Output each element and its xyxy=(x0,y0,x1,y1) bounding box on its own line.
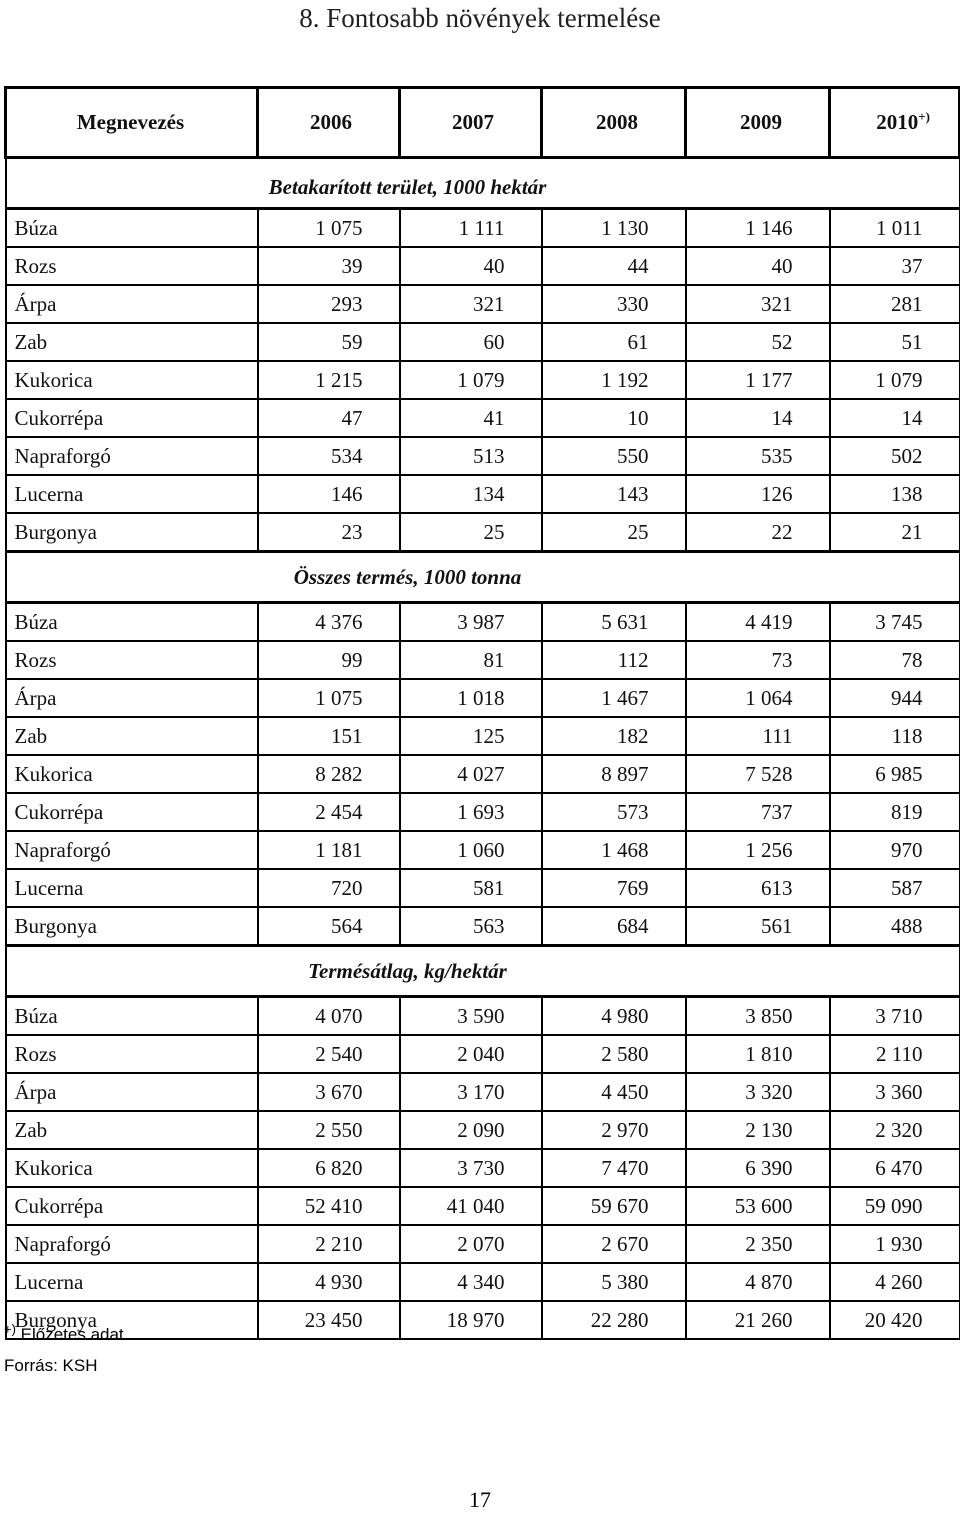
table-cell: 2 090 xyxy=(400,1111,542,1149)
crop-name: Cukorrépa xyxy=(6,399,258,437)
table-cell: 21 xyxy=(830,513,960,552)
crop-name: Búza xyxy=(6,997,258,1036)
table-cell: 1 177 xyxy=(686,361,830,399)
header-year-preliminary xyxy=(830,88,960,158)
source-note: Forrás: KSH xyxy=(4,1356,98,1375)
crop-name: Búza xyxy=(6,209,258,248)
table-cell: 4 340 xyxy=(400,1263,542,1301)
crop-name: Árpa xyxy=(6,1073,258,1111)
table-cell: 40 xyxy=(686,247,830,285)
table-cell: 44 xyxy=(542,247,686,285)
crop-name: Búza xyxy=(6,603,258,642)
table-cell: 488 xyxy=(830,907,960,946)
table-row xyxy=(6,1263,960,1301)
page-title: 8. Fontosabb növények termelése xyxy=(299,3,661,33)
table-cell: 3 590 xyxy=(400,997,542,1036)
table-cell: 18 970 xyxy=(400,1301,542,1339)
table-row xyxy=(6,513,960,552)
table-row xyxy=(6,399,960,437)
table-cell: 134 xyxy=(400,475,542,513)
table-cell: 1 018 xyxy=(400,679,542,717)
crop-name: Lucerna xyxy=(6,475,258,513)
table-cell: 6 985 xyxy=(830,755,960,793)
table-cell: 1 192 xyxy=(542,361,686,399)
header-year: 2009 xyxy=(686,88,830,158)
crop-name: Árpa xyxy=(6,679,258,717)
table-cell: 4 027 xyxy=(400,755,542,793)
table-cell: 581 xyxy=(400,869,542,907)
table-cell: 61 xyxy=(542,323,686,361)
table-cell: 59 090 xyxy=(830,1187,960,1225)
crop-name: Lucerna xyxy=(6,1263,258,1301)
table-cell: 684 xyxy=(542,907,686,946)
page-number: 17 xyxy=(469,1487,491,1512)
table-cell: 4 450 xyxy=(542,1073,686,1111)
table-cell: 3 170 xyxy=(400,1073,542,1111)
table-cell: 2 550 xyxy=(258,1111,400,1149)
table-cell: 52 xyxy=(686,323,830,361)
table-cell: 3 745 xyxy=(830,603,960,642)
table-cell: 2 670 xyxy=(542,1225,686,1263)
crop-name: Zab xyxy=(6,717,258,755)
table-cell: 182 xyxy=(542,717,686,755)
table-cell: 4 980 xyxy=(542,997,686,1036)
table-cell: 573 xyxy=(542,793,686,831)
table-row xyxy=(6,755,960,793)
table-cell: 41 xyxy=(400,399,542,437)
crop-name: Cukorrépa xyxy=(6,1187,258,1225)
footnote xyxy=(4,1321,129,1346)
table-cell: 59 670 xyxy=(542,1187,686,1225)
table-cell: 293 xyxy=(258,285,400,323)
table-cell: 20 420 xyxy=(830,1301,960,1339)
table-row xyxy=(6,603,960,642)
table-row xyxy=(6,907,960,946)
table-cell: 118 xyxy=(830,717,960,755)
table-cell: 151 xyxy=(258,717,400,755)
table-cell: 2 110 xyxy=(830,1035,960,1073)
crop-name: Rozs xyxy=(6,641,258,679)
table-cell: 8 282 xyxy=(258,755,400,793)
table-cell: 502 xyxy=(830,437,960,475)
table-cell: 14 xyxy=(830,399,960,437)
table-cell: 53 600 xyxy=(686,1187,830,1225)
table-cell: 78 xyxy=(830,641,960,679)
table-cell: 40 xyxy=(400,247,542,285)
table-cell: 8 897 xyxy=(542,755,686,793)
footnote-text: Előzetes adat. xyxy=(15,1325,129,1344)
header-year: 2008 xyxy=(542,88,686,158)
table-cell: 1 467 xyxy=(542,679,686,717)
table-row xyxy=(6,679,960,717)
table-row xyxy=(6,1225,960,1263)
table-cell: 111 xyxy=(686,717,830,755)
table-cell: 330 xyxy=(542,285,686,323)
table-cell: 321 xyxy=(686,285,830,323)
table-cell: 2 580 xyxy=(542,1035,686,1073)
table-cell: 23 xyxy=(258,513,400,552)
table-cell: 39 xyxy=(258,247,400,285)
table-cell: 5 380 xyxy=(542,1263,686,1301)
table-cell: 3 710 xyxy=(830,997,960,1036)
table-cell: 769 xyxy=(542,869,686,907)
crop-name: Cukorrépa xyxy=(6,793,258,831)
preliminary-mark: +) xyxy=(918,109,930,124)
table-cell: 51 xyxy=(830,323,960,361)
table-cell: 2 970 xyxy=(542,1111,686,1149)
table-cell: 25 xyxy=(400,513,542,552)
table-cell: 22 280 xyxy=(542,1301,686,1339)
table-cell: 970 xyxy=(830,831,960,869)
section-title: Betakarított terület, 1000 hektár xyxy=(6,158,960,209)
table-row xyxy=(6,793,960,831)
table-cell: 25 xyxy=(542,513,686,552)
table-cell: 5 631 xyxy=(542,603,686,642)
table-cell: 563 xyxy=(400,907,542,946)
table-cell: 4 070 xyxy=(258,997,400,1036)
table-cell: 1 693 xyxy=(400,793,542,831)
table-cell: 1 930 xyxy=(830,1225,960,1263)
header-name: Megnevezés xyxy=(6,88,258,158)
table-row xyxy=(6,209,960,248)
table-cell: 3 320 xyxy=(686,1073,830,1111)
table-row xyxy=(6,641,960,679)
table-cell: 1 060 xyxy=(400,831,542,869)
table-cell: 1 011 xyxy=(830,209,960,248)
table-row xyxy=(6,1111,960,1149)
production-table xyxy=(4,86,960,1340)
table-cell: 22 xyxy=(686,513,830,552)
table-row xyxy=(6,323,960,361)
table-cell: 561 xyxy=(686,907,830,946)
table-row xyxy=(6,247,960,285)
table-cell: 4 260 xyxy=(830,1263,960,1301)
table-cell: 7 470 xyxy=(542,1149,686,1187)
table-cell: 1 064 xyxy=(686,679,830,717)
table-cell: 564 xyxy=(258,907,400,946)
table-cell: 1 468 xyxy=(542,831,686,869)
table-row xyxy=(6,475,960,513)
table-cell: 587 xyxy=(830,869,960,907)
header-year-label: 2010 xyxy=(876,110,919,134)
crop-name: Kukorica xyxy=(6,1149,258,1187)
table-row xyxy=(6,361,960,399)
section-header-row xyxy=(6,158,960,209)
section-header-row xyxy=(6,946,960,997)
table-cell: 3 360 xyxy=(830,1073,960,1111)
section-title: Termésátlag, kg/hektár xyxy=(6,946,960,997)
table-cell: 1 079 xyxy=(400,361,542,399)
section-title: Összes termés, 1000 tonna xyxy=(6,552,960,603)
table-cell: 41 040 xyxy=(400,1187,542,1225)
crop-name: Rozs xyxy=(6,1035,258,1073)
table-row xyxy=(6,997,960,1036)
table-cell: 737 xyxy=(686,793,830,831)
crop-name: Rozs xyxy=(6,247,258,285)
table-cell: 125 xyxy=(400,717,542,755)
table-cell: 99 xyxy=(258,641,400,679)
crop-name: Burgonya xyxy=(6,1301,258,1339)
table-cell: 613 xyxy=(686,869,830,907)
table-cell: 4 419 xyxy=(686,603,830,642)
table-cell: 720 xyxy=(258,869,400,907)
table-cell: 819 xyxy=(830,793,960,831)
crop-name: Zab xyxy=(6,323,258,361)
table-cell: 112 xyxy=(542,641,686,679)
table-row xyxy=(6,1073,960,1111)
table-cell: 2 320 xyxy=(830,1111,960,1149)
table-cell: 6 390 xyxy=(686,1149,830,1187)
crop-name: Kukorica xyxy=(6,755,258,793)
crop-name: Napraforgó xyxy=(6,1225,258,1263)
table-cell: 3 850 xyxy=(686,997,830,1036)
table-cell: 1 181 xyxy=(258,831,400,869)
table-cell: 1 075 xyxy=(258,209,400,248)
table-cell: 2 540 xyxy=(258,1035,400,1073)
table-cell: 47 xyxy=(258,399,400,437)
table-cell: 1 130 xyxy=(542,209,686,248)
table-row xyxy=(6,1187,960,1225)
table-cell: 52 410 xyxy=(258,1187,400,1225)
crop-name: Lucerna xyxy=(6,869,258,907)
table-cell: 3 670 xyxy=(258,1073,400,1111)
table-cell: 2 350 xyxy=(686,1225,830,1263)
table-cell: 3 987 xyxy=(400,603,542,642)
table-cell: 2 210 xyxy=(258,1225,400,1263)
table-body xyxy=(6,158,960,1340)
table-cell: 321 xyxy=(400,285,542,323)
table-cell: 37 xyxy=(830,247,960,285)
table-cell: 2 454 xyxy=(258,793,400,831)
table-cell: 60 xyxy=(400,323,542,361)
table-cell: 6 470 xyxy=(830,1149,960,1187)
footnote-mark: +) xyxy=(4,1321,16,1337)
table-row xyxy=(6,437,960,475)
table-cell: 59 xyxy=(258,323,400,361)
table-cell: 534 xyxy=(258,437,400,475)
table-row xyxy=(6,1149,960,1187)
table-cell: 1 146 xyxy=(686,209,830,248)
header-row xyxy=(6,88,960,158)
table-cell: 73 xyxy=(686,641,830,679)
table-cell: 138 xyxy=(830,475,960,513)
table-cell: 81 xyxy=(400,641,542,679)
table-row xyxy=(6,285,960,323)
table-cell: 2 130 xyxy=(686,1111,830,1149)
crop-name: Burgonya xyxy=(6,907,258,946)
crop-name: Kukorica xyxy=(6,361,258,399)
header-year: 2007 xyxy=(400,88,542,158)
table-cell: 1 075 xyxy=(258,679,400,717)
table-cell: 21 260 xyxy=(686,1301,830,1339)
table-cell: 513 xyxy=(400,437,542,475)
table-row xyxy=(6,717,960,755)
table-row xyxy=(6,831,960,869)
table-cell: 14 xyxy=(686,399,830,437)
table-cell: 1 256 xyxy=(686,831,830,869)
table-cell: 281 xyxy=(830,285,960,323)
table-cell: 126 xyxy=(686,475,830,513)
table-cell: 6 820 xyxy=(258,1149,400,1187)
table-cell: 550 xyxy=(542,437,686,475)
table-cell: 4 376 xyxy=(258,603,400,642)
table-cell: 23 450 xyxy=(258,1301,400,1339)
crop-name: Burgonya xyxy=(6,513,258,552)
table-cell: 146 xyxy=(258,475,400,513)
table-cell: 10 xyxy=(542,399,686,437)
crop-name: Napraforgó xyxy=(6,831,258,869)
table-cell: 4 870 xyxy=(686,1263,830,1301)
crop-name: Zab xyxy=(6,1111,258,1149)
table-cell: 3 730 xyxy=(400,1149,542,1187)
table-cell: 944 xyxy=(830,679,960,717)
crop-name: Árpa xyxy=(6,285,258,323)
table-cell: 1 810 xyxy=(686,1035,830,1073)
table-row xyxy=(6,869,960,907)
table-row xyxy=(6,1035,960,1073)
table-cell: 4 930 xyxy=(258,1263,400,1301)
section-header-row xyxy=(6,552,960,603)
table-cell: 1 111 xyxy=(400,209,542,248)
header-year: 2006 xyxy=(258,88,400,158)
table-row xyxy=(6,1301,960,1339)
table-cell: 1 215 xyxy=(258,361,400,399)
table-cell: 535 xyxy=(686,437,830,475)
table-cell: 7 528 xyxy=(686,755,830,793)
table-cell: 2 070 xyxy=(400,1225,542,1263)
table-cell: 143 xyxy=(542,475,686,513)
table-cell: 1 079 xyxy=(830,361,960,399)
table-cell: 2 040 xyxy=(400,1035,542,1073)
crop-name: Napraforgó xyxy=(6,437,258,475)
